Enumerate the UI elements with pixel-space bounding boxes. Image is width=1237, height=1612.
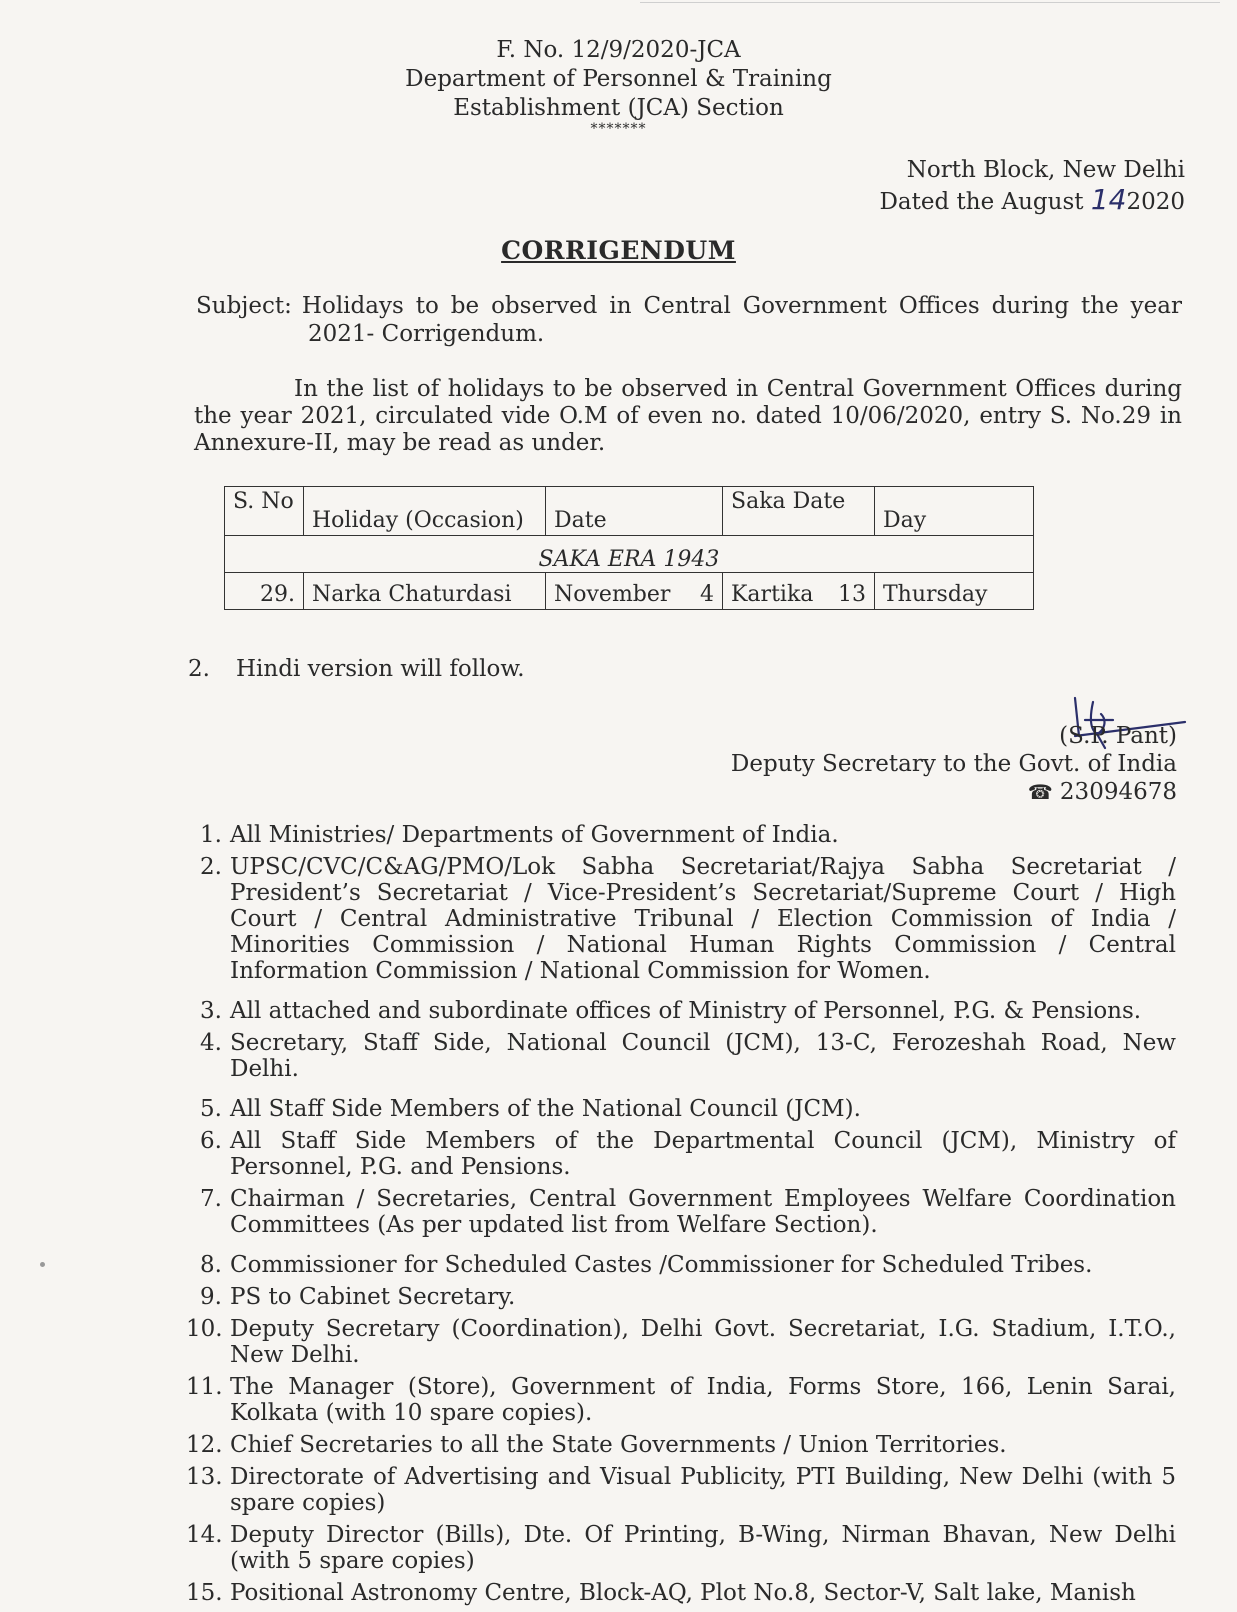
top-rule (640, 2, 1220, 3)
list-item-text: PS to Cabinet Secretary. (230, 1284, 516, 1310)
scan-speck (40, 1262, 45, 1267)
list-item-number: 12. (186, 1432, 223, 1458)
list-item-number: 14. (186, 1522, 223, 1548)
list-item-number: 3. (200, 998, 222, 1024)
signatory-phone (731, 778, 1177, 806)
cell-saka-month: Kartika (731, 582, 814, 607)
signatory-name: (S.P. Pant) (1059, 723, 1177, 749)
dated-line (879, 185, 1185, 217)
signatory-block (731, 722, 1177, 806)
list-item-text: All Staff Side Members of the Departmental Council (JCM), Ministry of Personnel, P.G. and Pensions. (230, 1128, 1176, 1180)
telephone-icon: ☎ (1027, 780, 1053, 804)
cell-saka-day: 13 (838, 582, 866, 607)
list-item-text: Secretary, Staff Side, National Council (JCM), 13-C, Ferozeshah Road, New Delhi. (230, 1030, 1176, 1082)
paragraph-2-number: 2. (188, 656, 210, 682)
list-item (186, 1464, 1176, 1516)
document-header (0, 36, 1237, 135)
list-item-text: UPSC/CVC/C&AG/PMO/Lok Sabha Secretariat/Rajya Sabha Secretariat / President’s Secretariat / Vice-President’s Secretariat/Supreme Court / High Court / Central Administrative Tribunal / Election Commission of India / Minorities Commission / National Human Rights Commission / Central Information Commission / National Commission for Women. (230, 854, 1176, 984)
list-item (186, 998, 1176, 1024)
list-item (186, 1128, 1176, 1180)
cell-date (546, 573, 723, 610)
list-item-number: 8. (200, 1252, 222, 1278)
header-date: Date (546, 487, 723, 536)
list-item (186, 1030, 1176, 1082)
list-item (186, 1186, 1176, 1238)
department-name: Department of Personnel & Training (405, 66, 832, 92)
list-item-text: All Staff Side Members of the National Council (JCM). (230, 1096, 861, 1122)
place: North Block, New Delhi (906, 157, 1185, 183)
header-sno: S. No (225, 487, 304, 536)
saka-era: SAKA ERA 1943 (225, 536, 1034, 573)
list-item (186, 854, 1176, 984)
cell-sno: 29. (225, 573, 304, 610)
list-item-text: Commissioner for Scheduled Castes /Commissioner for Scheduled Tribes. (230, 1252, 1093, 1278)
paragraph-2 (188, 656, 525, 682)
list-item-number: 9. (200, 1284, 222, 1310)
cell-date-day: 4 (700, 582, 714, 607)
header-day: Day (875, 487, 1034, 536)
list-item (186, 1316, 1176, 1368)
subject-label: Subject: (196, 293, 292, 319)
list-item-number: 5. (200, 1096, 222, 1122)
list-item-number: 11. (186, 1374, 223, 1400)
list-item-text: All attached and subordinate offices of Ministry of Personnel, P.G. & Pensions. (230, 998, 1142, 1024)
list-item-text: Directorate of Advertising and Visual Publicity, PTI Building, New Delhi (with 5 spare copies) (230, 1464, 1176, 1516)
subject-line-1: Holidays to be observed in Central Government Offices during the year (301, 293, 1182, 319)
cell-saka-date (723, 573, 875, 610)
cell-date-month: November (554, 582, 671, 607)
phone-number: 23094678 (1059, 779, 1177, 805)
signatory-designation: Deputy Secretary to the Govt. of India (730, 751, 1177, 777)
body-paragraph (194, 376, 1182, 457)
table-header-row (225, 487, 1034, 536)
list-item-text: Deputy Director (Bills), Dte. Of Printing, B-Wing, Nirman Bhavan, New Delhi (with 5 spare copies) (230, 1522, 1176, 1574)
list-item-text: Deputy Secretary (Coordination), Delhi Govt. Secretariat, I.G. Stadium, I.T.O., New Delhi. (230, 1316, 1176, 1368)
header-occasion: Holiday (Occasion) (304, 487, 546, 536)
table-era-row (225, 536, 1034, 573)
list-item (186, 1096, 1176, 1122)
list-item-number: 15. (186, 1580, 223, 1606)
list-item-text: Chairman / Secretaries, Central Government Employees Welfare Coordination Committees (As per updated list from Welfare Section). (230, 1186, 1176, 1238)
list-item-number: 7. (200, 1186, 222, 1212)
list-item-number: 1. (200, 822, 222, 848)
subject-line-2: 2021- Corrigendum. (308, 321, 545, 347)
holiday-table (224, 486, 1034, 610)
place-and-date (879, 156, 1185, 217)
dated-year: 2020 (1126, 189, 1185, 215)
table-row (225, 573, 1034, 610)
list-item (186, 1252, 1176, 1278)
distribution-list (186, 822, 1176, 1612)
handwritten-day: 14 (1090, 183, 1127, 216)
body-paragraph-text: In the list of holidays to be observed in Central Government Offices during the year 2021, circulated vide O.M of even no. dated 10/06/2020, entry S. No.29 in Annexure-II, may be read as under. (194, 376, 1182, 456)
dated-prefix: Dated the August (879, 189, 1084, 215)
list-item-number: 10. (186, 1316, 223, 1342)
section-name: Establishment (JCA) Section (453, 95, 784, 121)
list-item-text: Positional Astronomy Centre, Block-AQ, Plot No.8, Sector-V, Salt lake, Manish (230, 1580, 1136, 1606)
separator-stars: ******* (590, 121, 647, 137)
list-item (186, 1374, 1176, 1426)
list-item (186, 1522, 1176, 1574)
list-item-text: All Ministries/ Departments of Government of India. (230, 822, 839, 848)
list-item (186, 1580, 1176, 1606)
list-item-number: 2. (200, 854, 222, 880)
list-item (186, 1432, 1176, 1458)
list-item-text: Chief Secretaries to all the State Governments / Union Territories. (230, 1432, 1007, 1458)
list-item-number: 13. (186, 1464, 223, 1490)
cell-occasion: Narka Chaturdasi (304, 573, 546, 610)
header-saka-date: Saka Date (723, 487, 875, 536)
list-item-number: 6. (200, 1128, 222, 1154)
cell-day: Thursday (875, 573, 1034, 610)
page-title: CORRIGENDUM (501, 236, 736, 265)
list-item-text: The Manager (Store), Government of India, Forms Store, 166, Lenin Sarai, Kolkata (with 10 spare copies). (230, 1374, 1176, 1426)
list-item-number: 4. (200, 1030, 222, 1056)
list-item (186, 1284, 1176, 1310)
subject-block (196, 292, 1182, 348)
file-number: F. No. 12/9/2020-JCA (496, 37, 741, 63)
paragraph-2-text: Hindi version will follow. (236, 656, 525, 682)
list-item (186, 822, 1176, 848)
